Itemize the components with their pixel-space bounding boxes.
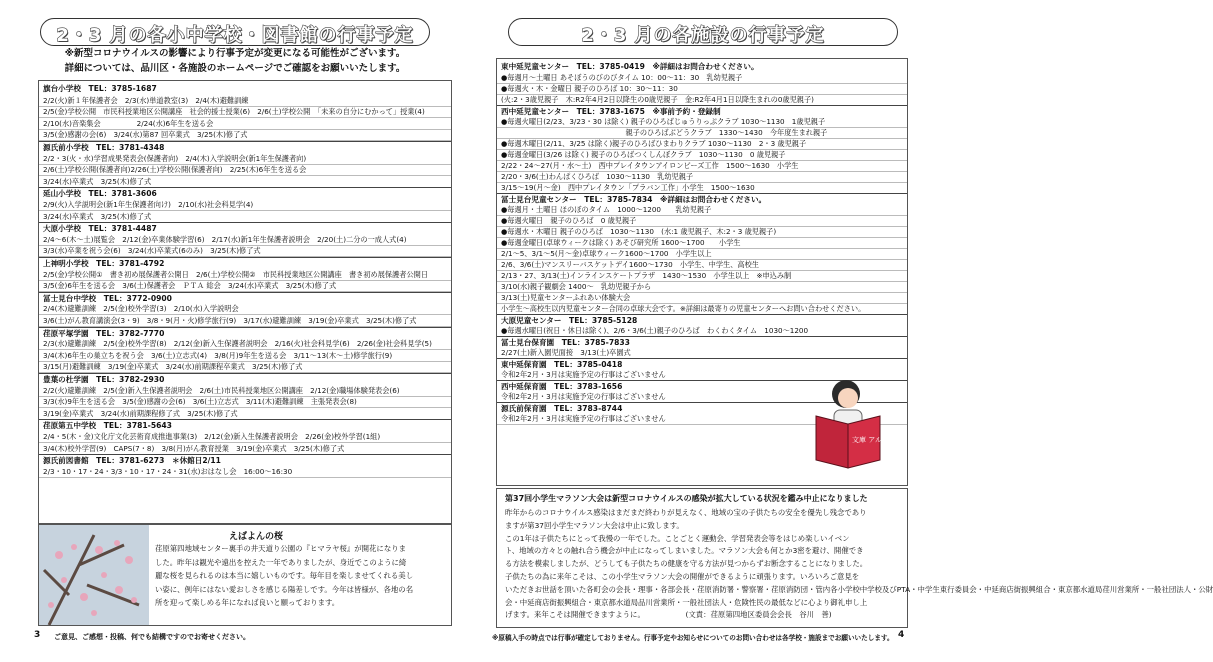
facility-schedule-line: 3/13(土)児童センターふれあい体験大会 bbox=[497, 292, 907, 304]
facility-header: 冨士見台保育園 TEL：3785-7833 bbox=[497, 336, 907, 348]
school-header: 冨士見台中学校 TEL：3772-0900 bbox=[39, 292, 451, 304]
school-schedule-line: 3/19(金)卒業式 3/24(水)前期課程修了式 3/25(木)修了式 bbox=[39, 408, 451, 420]
school-header: 延山小学校 TEL：3781-3606 bbox=[39, 187, 451, 199]
left-page-title: 2・3 月の各小中学校・図書館の行事予定 bbox=[56, 25, 414, 46]
book-label: 文庫 アルバム bbox=[852, 436, 896, 444]
marathon-lines-line: いただきお世話を頂いた各町会の会長・理事・各部会長・荏原消防署・警察署・荏原消防団・管内各小学校中学校及びPTA・中学生東行委員会・中延商店街振興組合・東京都水道局荏川営業所・一般社団法人・公財 bbox=[505, 584, 1213, 594]
facility-schedule-line: 2/27(土)新入園児面接 3/13(土)卒園式 bbox=[497, 347, 907, 359]
facility-schedule-line: 2/22・24〜27(月・水〜土) 西中プレイタウンアイロンビーズ工作 1500〜1630 小学生 bbox=[497, 160, 907, 172]
essay-lines-line: 所を迎って楽しめる年になれば良いと願っております。 bbox=[155, 598, 340, 607]
essay-lines-line: した。昨年は観光や遠出を控えた一年でありましたが、身近でこのように綺 bbox=[155, 557, 407, 567]
school-schedule-line: 3/4(木)6年生の巣立ちを祝う会 3/6(土)立志式(4) 3/8(月)9年生を送る会 3/11〜13(木〜土)修学旅行(9) bbox=[39, 350, 451, 362]
school-schedule-line: 2/6(土)学校公開(保護者向)2/26(土)学校公開(保護者向) 2/25(木)6年生を送る会 bbox=[39, 164, 451, 176]
facility-header: 西中延児童センター TEL：3783-1675 ※事前予約・登録制 bbox=[497, 105, 907, 117]
school-header: 荏原平塚学園 TEL：3782-7770 bbox=[39, 327, 451, 339]
facility-header: 冨士見台児童センター TEL：3785-7834 ※詳細はお問合わせください。 bbox=[497, 193, 907, 205]
marathon-lines-line: ト、地域の方々との触れ合う機会が中止になってしまいました。マラソン大会も何とか3密を避け、開催でき bbox=[505, 546, 864, 556]
facility-schedule-line: 2/1〜5、3/1〜5(月〜金)卓球ウィーク1600〜1700 小学生以上 bbox=[497, 248, 907, 260]
facility-schedule-line: 2/6、3/6(土)マンスリーバスケットデイ1600〜1730 小学生、中学生、高校生 bbox=[497, 259, 907, 271]
facility-schedule-line: ●毎週木曜日(2/11、3/25 は除く)親子のひろばひまわりクラブ 1030〜1130 2・3 歳児親子 bbox=[497, 138, 907, 150]
essay-lines-line: 麗な桜を見られるのは本当に嬉しいものです。毎年目を楽しませてくれる美し bbox=[155, 571, 414, 580]
marathon-lines-line: 子供たちの為に来年こそは、この小学生マラソン大会の開催ができるように頑張ります。いろいろご意見を bbox=[505, 572, 860, 581]
school-header: 源氏前図書館 TEL：3781-6273 ＊休館日2/11 bbox=[39, 454, 451, 466]
school-schedule-line: 3/5(金)感謝の会(6) 3/24(水)第87 回卒業式 3/25(木)修了式 bbox=[39, 129, 451, 141]
marathon-lines-line: げます。来年こそは開催できますように。 (文責：荏原第四地区委員会会長 谷川 善) bbox=[505, 610, 832, 620]
covid-notice bbox=[30, 46, 440, 76]
facility-schedule-line: ●毎週月・土曜日 ほのぼのタイム 1000〜1200 乳幼児親子 bbox=[497, 204, 907, 216]
marathon-title: 第37回小学生マラソン大会は新型コロナウイルスの感染が拡大している状況を鑑み中止になりました bbox=[505, 494, 868, 503]
essay-box bbox=[38, 524, 452, 626]
school-schedule-line: 2/9(火)入学説明会(新1年生保護者向け) 2/10(水)社会科見学(4) bbox=[39, 199, 451, 211]
school-schedule-line: 3/6(土)がん教育講演会(3・9) 3/8・9(月・火)修学旅行(9) 3/17(水)避難訓練 3/19(金)卒業式 3/25(木)修了式 bbox=[39, 315, 451, 327]
left-footer: ご意見、ご感想・投稿、何でも結構ですのでお寄せください。 bbox=[54, 633, 250, 641]
marathon-lines-line: る方法を模索しましたが、どうしても子供たちの健康を守る方法が見つからずお断念することになりました。 bbox=[505, 559, 868, 569]
facility-schedule-line: ●毎週火曜日(2/23、3/23・30 は除く) 親子のひろばじゅうりっぷクラブ 1030〜1130 1歳児親子 bbox=[497, 116, 907, 128]
covid-notice-line2: 詳細については、品川区・各施設のホームページでご確認をお願いいたします。 bbox=[64, 63, 406, 74]
right-footer: ※原稿入手の時点では行事が確定しておりません。行事予定やお知らせについてのお問い合わせは各学校・施設までお願いいたします。 bbox=[492, 634, 894, 642]
facility-schedule-line: ●毎週水・木曜日 親子のひろば 1030〜1130 (水:1 歳児親子、木:2・3 歳児親子) bbox=[497, 226, 907, 238]
facility-schedule-line: 令和2年2月・3月は実施予定の行事はございません bbox=[497, 413, 907, 425]
marathon-lines-line: ますが第37回小学生マラソン大会は中止に致します。 bbox=[505, 520, 684, 530]
school-header: 源氏前小学校 TEL：3781-4348 bbox=[39, 141, 451, 153]
school-schedule-line: 2/3・10・17・24・3/3・10・17・24・31(水)おはなし会 16:00〜16:30 bbox=[39, 466, 451, 478]
essay-lines-line: 荏原第四地域センター裏手の井天道り公園の『ヒマラヤ桜』が開花になりま bbox=[155, 544, 406, 553]
school-schedule-line: 2/4〜6(木〜土)展覧会 2/12(金)卒業体験学習(6) 2/17(水)新1年生保護者説明会 2/20(土)二分の一成人式(4) bbox=[39, 234, 451, 246]
facility-schedule-line: ●毎週金曜日(卓球ウィークは除く) あそび研究所 1600〜1700 小学生 bbox=[497, 237, 907, 249]
school-header: 豊葉の杜学園 TEL：3782-2930 bbox=[39, 373, 451, 385]
facility-schedule-line: ●毎週火・木・金曜日 親子のひろば 10：30〜11：30 bbox=[497, 83, 907, 95]
left-page bbox=[0, 0, 468, 662]
marathon-lines-line: 会・中延商店街振興組合・東京都水道局品川営業所・一般社団法人・危険性民の最低などに心より御礼申し上 bbox=[505, 597, 868, 607]
school-schedule-line: 3/4(木)校外学習(9) CAPS(7・8) 3/8(月)がん教育授業 3/19(金)卒業式 3/25(木)修了式 bbox=[39, 443, 451, 455]
school-schedule-line: 2/2(火)新１年保護者会 2/3(水)単道教室(3) 2/4(木)避難訓練 bbox=[39, 95, 451, 107]
school-schedule-line: 3/15(月)避難訓練 3/19(金)卒業式 3/24(水)前期課程卒業式 3/25(木)修了式 bbox=[39, 361, 451, 373]
school-schedule-line: 2/2・3(火・水)学習成果発表会(保護者向) 2/4(木)入学説明会(新1年生保護者向) bbox=[39, 153, 451, 165]
facility-schedule-line: ●毎週月〜土曜日 あそぼうのびのびタイム 10：00〜11：30 乳幼児親子 bbox=[497, 72, 907, 84]
facility-schedule-line: (火:2・3歳児親子 木:R2年4月2日以降生の0歳児親子 金:R2年4月1日以降生まれの0歳児親子) bbox=[497, 94, 907, 106]
school-schedule-line: 3/5(金)6年生を送る会 3/6(土)保護者会 ＰＴＡ 総会 3/24(水)卒業式 3/25(木)修了式 bbox=[39, 280, 451, 292]
school-header: 荏原第五中学校 TEL：3781-5643 bbox=[39, 419, 451, 431]
facility-header: 東中延保育園 TEL：3785-0418 bbox=[497, 358, 907, 370]
facility-header: 源氏前保育園 TEL：3783-8744 bbox=[497, 402, 907, 414]
essay-title: えばよんの桜 bbox=[229, 532, 284, 542]
marathon-lines-line: 昨年からのコロナウイルス感染はまだまだ終わりが見えなく、地域の宝の子供たちの安全を優先し残念であり bbox=[505, 508, 867, 517]
facility-schedule-line: 令和2年2月・3月は実施予定の行事はございません bbox=[497, 391, 907, 403]
school-schedule-line: 2/5(金)学校公開① 書き初め展保護者公開日 2/6(土)学校公開② 市民科授業地区公開講座 書き初め展保護者公開日 bbox=[39, 269, 451, 281]
school-schedule-line: 3/24(水)卒業式 3/25(木)修了式 bbox=[39, 176, 451, 188]
schools-table bbox=[38, 80, 452, 524]
facility-schedule-line: ●毎週水曜日(祝日・休日は除く)、2/6・3/6(土)親子のひろば わくわくタイム 1030〜1200 bbox=[497, 325, 907, 337]
right-title-banner bbox=[508, 18, 898, 46]
right-page-title: 2・3 月の各施設の行事予定 bbox=[581, 25, 825, 46]
school-schedule-line: 2/3(水)避難訓練 2/5(金)校外学習(8) 2/12(金)新入生保護者説明会 2/16(火)社会科見学(6) 2/26(金)社会科見学(5) bbox=[39, 338, 451, 350]
school-schedule-line: 2/4(木)避難訓練 2/5(金)校外学習(3) 2/10(水)入学説明会 bbox=[39, 303, 451, 315]
school-header: 大原小学校 TEL：3781-4487 bbox=[39, 222, 451, 234]
school-schedule-line: 2/10(水)音楽集会 2/24(水)6年生を送る会 bbox=[39, 118, 451, 130]
school-schedule-line: 3/3(水)卒業を祝う会(6) 3/24(水)卒業式(6のみ) 3/25(木)修了式 bbox=[39, 245, 451, 257]
cherry-blossom-photo bbox=[39, 525, 149, 625]
essay-lines-line: い姿に、例年にはない愛おしさを感じる陽差しです。今年は皆様が、各地の名 bbox=[155, 584, 414, 594]
school-header: 旗台小学校 TEL：3785-1687 bbox=[43, 84, 157, 93]
left-title-banner bbox=[40, 18, 430, 46]
facility-schedule-line: 小学生〜高校生以内児童センター合同の卓球大会です。※詳細は最寄りの児童センターへお問い合わせください。 bbox=[497, 303, 907, 315]
facility-schedule-line: ●毎週火曜日 親子のひろば 0 歳児親子 bbox=[497, 215, 907, 227]
facility-header: 東中延児童センター TEL：3785-0419 ※詳細はお問合わせください。 bbox=[501, 62, 759, 71]
facility-schedule-line: 3/15〜19(月〜金) 西中プレイタウン「プラバン工作」小学生 1500〜1630 bbox=[497, 182, 907, 194]
school-header: 上神明小学校 TEL：3781-4792 bbox=[39, 257, 451, 269]
facility-schedule-line: 令和2年2月・3月は実施予定の行事はございません bbox=[497, 369, 907, 381]
school-schedule-line: 2/4・5(木・金)文化庁文化芸術育成推進事業(3) 2/12(金)新入生保護者説明会 2/26(金)校外学習(1組) bbox=[39, 431, 451, 443]
facility-schedule-line: 2/13・27、3/13(土)インラインスケートプラザ 1430〜1530 小学生以上 ※申込み制 bbox=[497, 270, 907, 282]
facility-schedule-line: ●毎週金曜日(3/26 は除く) 親子のひろばつくしんぼクラブ 1030〜1130 0 歳児親子 bbox=[497, 149, 907, 161]
covid-notice-line1: ※新型コロナウイルスの影響により行事予定が変更になる可能性がございます。 bbox=[64, 48, 406, 59]
facility-schedule-line: 2/20・3/6(土)わんぱくひろば 1030〜1130 乳幼児親子 bbox=[497, 171, 907, 183]
facility-header: 大原児童センター TEL：3785-5128 bbox=[497, 314, 907, 326]
facility-schedule-line: 3/10(水)親子観劇会 1400〜 乳幼児親子から bbox=[497, 281, 907, 293]
left-page-number: 3 bbox=[34, 630, 41, 640]
facility-schedule-line: 親子のひろばぶどうクラブ 1330〜1430 今年度生まれ親子 bbox=[497, 127, 907, 139]
school-schedule-line: 2/2(火)避難訓練 2/5(金)新入生保護者説明会 2/6(土)市民科授業地区公開講座 2/12(金)職場体験発表会(6) bbox=[39, 385, 451, 397]
reading-girl-illustration bbox=[808, 376, 896, 476]
school-schedule-line: 3/24(水)卒業式 3/25(木)修了式 bbox=[39, 211, 451, 223]
right-page bbox=[468, 0, 1213, 662]
right-page-number: 4 bbox=[898, 630, 905, 640]
facility-header: 西中延保育園 TEL：3783-1656 bbox=[497, 380, 907, 392]
marathon-notice-box bbox=[496, 488, 1213, 628]
marathon-lines-line: この1年は子供たちにとって我慢の一年でした。ことごとく運動会、学習発表会等をはじめ楽しいイベン bbox=[505, 533, 850, 543]
school-schedule-line: 2/5(金)学校公開 市民科授業地区公開講座 社会的援士授業(6) 2/6(土)学校公開 「未来の自分にむかって」授業(4) bbox=[39, 106, 451, 118]
school-schedule-line: 3/3(水)9年生を送る会 3/5(金)感謝の会(6) 3/6(土)立志式 3/11(木)避難訓練 主張発表会(8) bbox=[39, 396, 451, 408]
